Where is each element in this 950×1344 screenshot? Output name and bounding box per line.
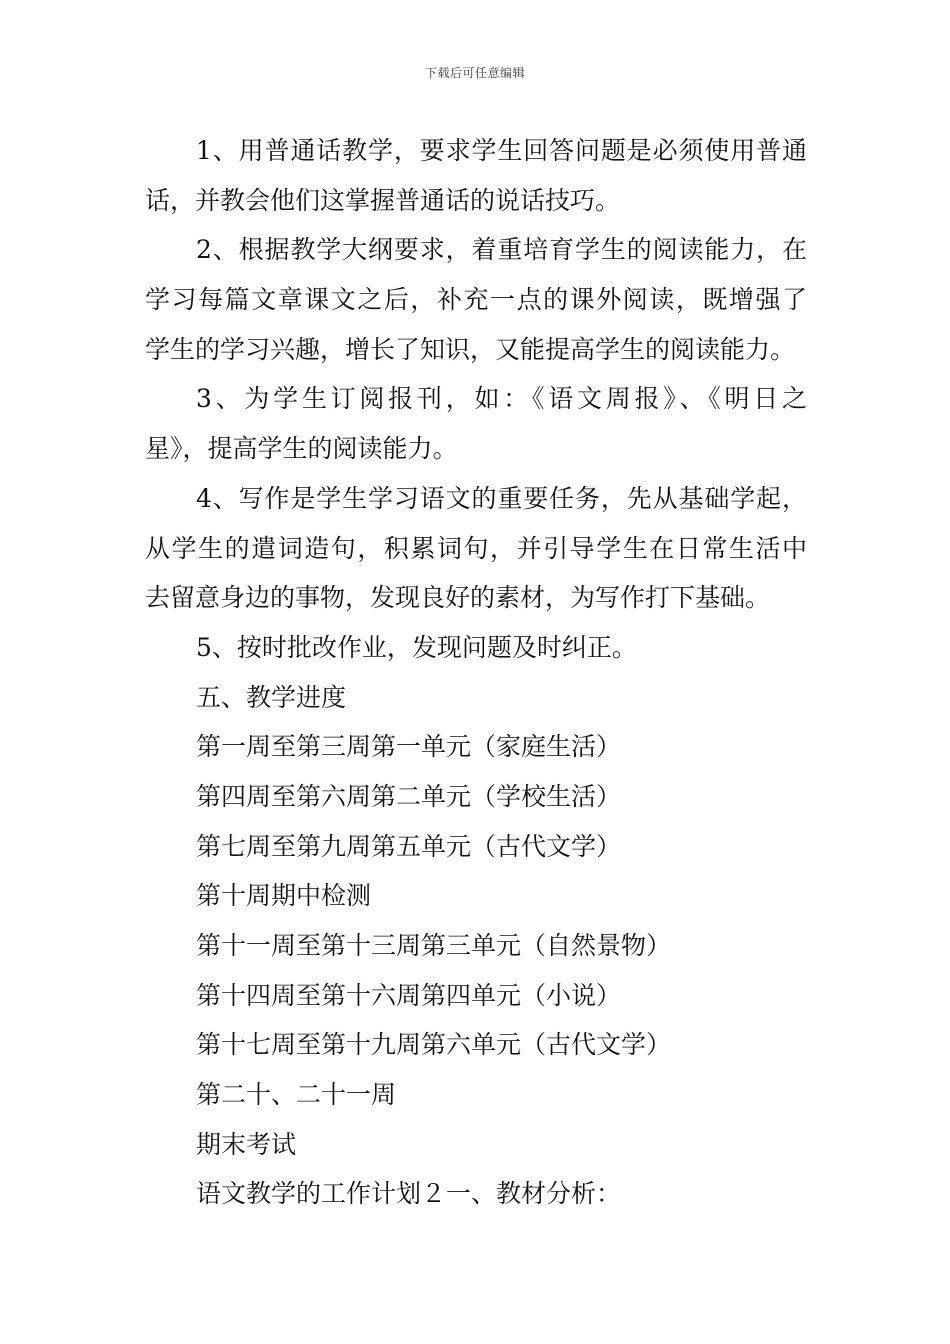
schedule-item: 第十周期中检测 xyxy=(196,881,372,911)
paragraph-line: 学习每篇文章课文之后，补充一点的课外阅读，既增强了 xyxy=(145,285,807,315)
schedule-item: 第二十、二十一周 xyxy=(196,1080,397,1110)
schedule-item: 第一周至第三周第一单元（家庭生活） xyxy=(196,732,622,762)
paragraph-line: 3、为学生订阅报刊，如：《语文周报》、《明日之 xyxy=(196,384,807,414)
schedule-item: 期末考试 xyxy=(196,1129,297,1159)
schedule-item: 第十四周至第十六周第四单元（小说） xyxy=(196,980,622,1010)
schedule-item: 第四周至第六周第二单元（学校生活） xyxy=(196,781,622,811)
paragraph-line: 5、按时批改作业，发现问题及时纠正。 xyxy=(196,632,637,662)
next-section-title: 语文教学的工作计划２一、教材分析： xyxy=(196,1179,622,1209)
paragraph-line: 话，并教会他们这掌握普通话的说话技巧。 xyxy=(145,185,621,215)
paragraph-line: 学生的学习兴趣，增长了知识，又能提高学生的阅读能力。 xyxy=(145,334,796,364)
schedule-item: 第七周至第九周第五单元（古代文学） xyxy=(196,831,622,861)
paragraph-line: 1、用普通话教学，要求学生回答问题是必须使用普通 xyxy=(196,136,807,165)
paragraph-line: 星》，提高学生的阅读能力。 xyxy=(145,434,458,464)
document-body xyxy=(145,126,807,1219)
page-header: 下载后可任意编辑 xyxy=(424,66,525,80)
paragraph-line: 2、根据教学大纲要求，着重培育学生的阅读能力，在 xyxy=(196,235,807,265)
section-heading: 五、教学进度 xyxy=(196,682,347,712)
paragraph-line: 4、写作是学生学习语文的重要任务，先从基础学起， xyxy=(196,483,807,513)
schedule-item: 第十七周至第十九周第六单元（古代文学） xyxy=(196,1030,672,1060)
schedule-item: 第十一周至第十三周第三单元（自然景物） xyxy=(196,931,672,960)
paragraph-line: 去留意身边的事物，发现良好的素材，为写作打下基础。 xyxy=(145,583,771,613)
paragraph-line: 从学生的遣词造句，积累词句，并引导学生在日常生活中 xyxy=(145,533,807,563)
